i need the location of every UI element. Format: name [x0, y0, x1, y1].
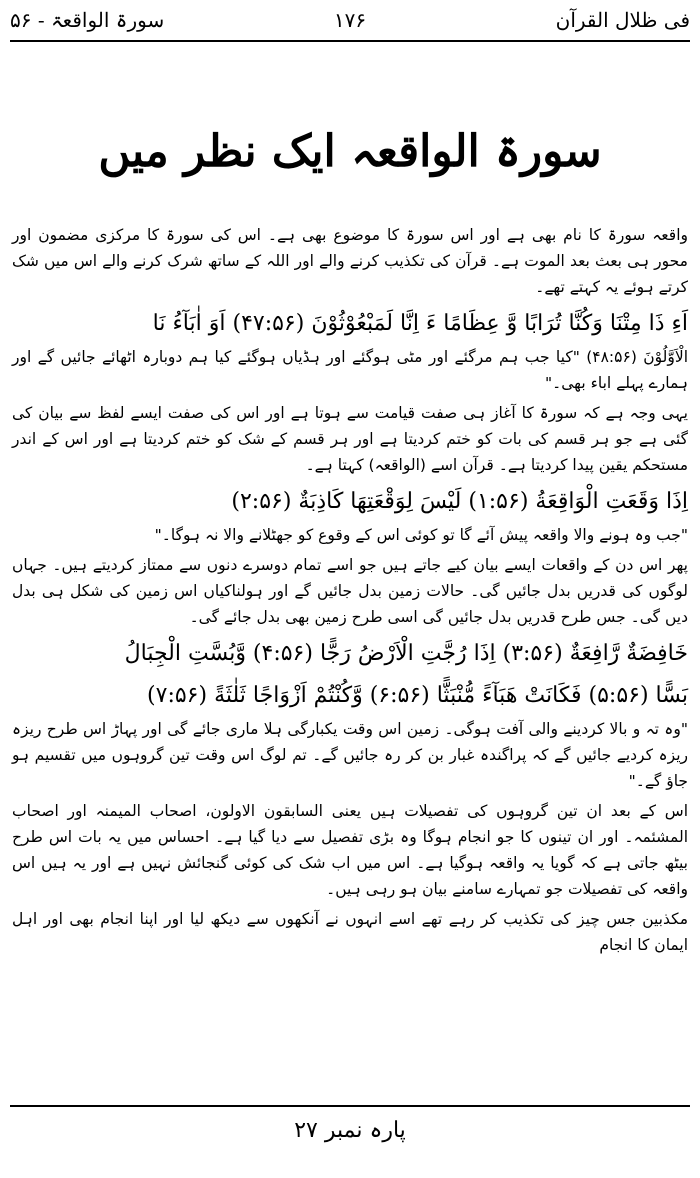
paragraph-8: مکذبین جس چیز کی تکذیب کر رہے تھے اسے انہوں نے آنکھوں سے دیکھ لیا اور اپنا انجام بھی اور اہل ایمان کا انجام	[12, 910, 688, 954]
footer-rule	[10, 1105, 690, 1107]
page-number: ۱۷۶	[333, 8, 367, 32]
main-text	[12, 222, 688, 962]
verse-2: اِذَا وَقَعَتِ الْوَاقِعَةُ (۱:۵۶) لَيْسَ لِوَقْعَتِهَا كَاذِبَةٌ (۲:۵۶)	[231, 489, 688, 514]
surah-name: سورۃ الواقعۃ - ۵۶	[10, 8, 165, 32]
verse-1: اَءِ ذَا مِتْنَا وَكُنَّا تُرَابًا وَّ عِظَامًا ءَ اِنَّا لَمَبْعُوْثُوْنَ (۴۷:۵۶) اَوَ اٰبَآءُ نَا	[152, 311, 688, 336]
verse-4: بَسًّا (۵:۵۶) فَكَانَتْ هَبَآءً مُّنْبَثًّا (۶:۵۶) وَّكُنْتُمْ اَزْوَاجًا ثَلٰثَةً (۷:۵۶)	[147, 683, 688, 708]
verse-3: خَافِضَةٌ رَّافِعَةٌ (۳:۵۶) اِذَا رُجَّتِ الْاَرْضُ رَجًّا (۴:۵۶) وَّبُسَّتِ الْجِبَالُ	[124, 641, 688, 666]
header-rule	[10, 40, 690, 42]
book-title: فی ظلال القرآن	[555, 8, 690, 32]
paragraph-7: اس کے بعد ان تین گروہوں کی تفصیلات ہیں یعنی السابقون الاولون، اصحاب المیمنہ اور اصحاب المشئمہ۔ اور ان تینوں کا جو انجام ہوگا وہ بڑی تفصیل سے دیا گیا ہے۔ احساس میں یہ بات اس طرح بیٹھ جاتی ہے کہ گویا یہ واقعہ ہوگیا ہے۔ اس میں اب شک کی کوئی گنجائش نہیں ہے اور یہ ہیں اس واقعہ کی تفصیلات جو تمہارے سامنے بیان ہو رہی ہیں۔	[12, 802, 688, 898]
page-title: سورۃ الواقعہ ایک نظر میں	[98, 126, 602, 177]
para-number: پارہ نمبر ۲۷	[294, 1118, 406, 1143]
running-header	[10, 8, 690, 38]
paragraph-4: "جب وہ ہونے والا واقعہ پیش آئے گا تو کوئی اس کے وقوع کو جھٹلانے والا نہ ہوگا۔"	[154, 526, 688, 544]
paragraph-2: الْاَوَّلُوْنَ (۴۸:۵۶) "کیا جب ہم مرگئے اور مٹی ہوگئے اور ہڈیاں ہوگئے کیا ہم دوبارہ اٹھائے جائیں گے اور ہمارے پہلے اباء بھی۔"	[12, 348, 688, 392]
paragraph-6: "وہ تہ و بالا کردینے والی آفت ہوگی۔ زمین اس وقت یکبارگی ہلا ماری جائے گی اور پہاڑ اس طرح ریزہ ریزہ کردیے جائیں گے کہ پراگندہ غبار بن کر رہ جائیں گے۔ تم لوگ اس وقت تین گروہوں میں تقسیم ہو جاؤ گے۔"	[12, 720, 688, 790]
paragraph-3: یہی وجہ ہے کہ سورۃ کا آغاز ہی صفت قیامت سے ہوتا ہے اور اس کی صفت ایسے لفظ سے بیان کی گئی ہے جو ہر قسم کی بات کو ختم کردیتا ہے اور ہر قسم کے شک کو ختم کردیتا ہے اور اس کے اندر مستحکم یقین پیدا کردیتا ہے۔ قرآن اسے (الواقعہ) کہتا ہے۔	[12, 404, 688, 474]
paragraph-1: واقعہ سورۃ کا نام بھی ہے اور اس سورۃ کا موضوع بھی ہے۔ اس کی سورۃ کا مرکزی مضمون اور محور ہی بعث بعد الموت ہے۔ قرآن کی تکذیب کرنے والے اور اللہ کے ساتھ شرک کرنے والے اس میں شک کرتے ہوئے یہ کہتے تھے۔	[12, 226, 688, 296]
paragraph-5: پھر اس دن کے واقعات ایسے بیان کیے جاتے ہیں جو اسے تمام دوسرے دنوں سے ممتاز کردیتے ہیں۔ جہاں لوگوں کی قدریں بدل جائیں گی۔ حالات زمین بدل جائیں گے اور ہولناکیاں اس زمین کی شکل ہی بدل دیں گی۔ جس طرح قدریں بدل جائیں گی اسی طرح زمین بھی بدل جائے گی۔	[12, 556, 688, 626]
